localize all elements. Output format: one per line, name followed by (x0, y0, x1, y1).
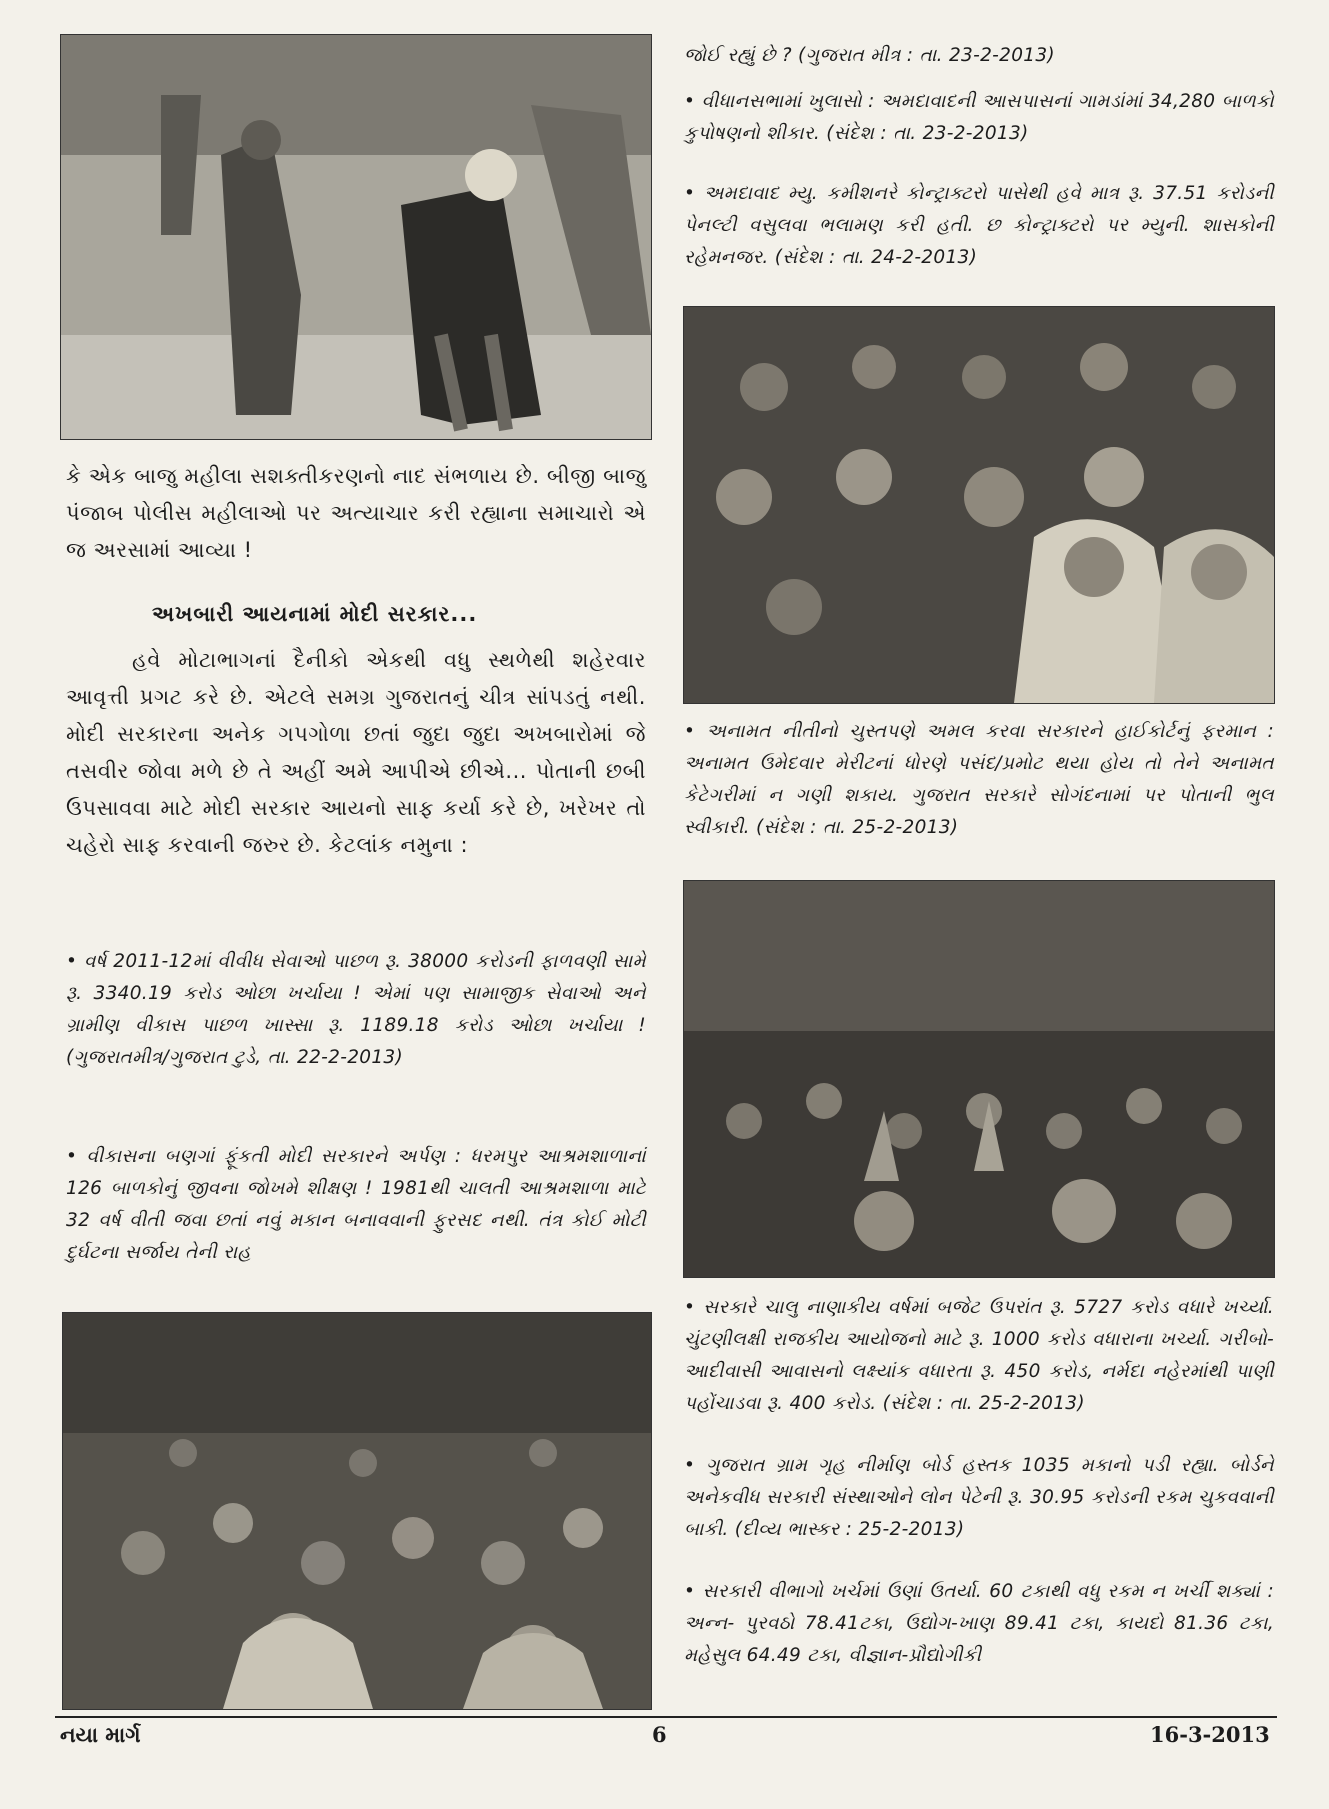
top-continuation-line: જોઈ રહ્યું છે ? (ગુજરાત મીત્ર : તા. 23-2-2013) (684, 45, 1055, 66)
intro-paragraph: કે એક બાજુ મહીલા સશક્તીકરણનો નાદ સંભળાય છે. બીજી બાજુ પંજાબ પોલીસ મહીલાઓ પર અત્યાચાર કરી રહ્યાના સમાચારો એ જ અરસામાં આવ્યા ! (66, 464, 646, 562)
photo-women-walking (60, 34, 652, 440)
footer-date: 16-3-2013 (1150, 1722, 1270, 1747)
right-news-item-2: • અમદાવાદ મ્યુ. કમીશનરે કોન્ટ્રાક્ટરો પાસેથી હવે માત્ર રૂ. 37.51 કરોડની પેનલ્ટી વસુલવા ભલામણ કરી હતી. છ કોન્ટ્રાક્ટરો પર મ્યુની. શાસકોની રહેમનજર. (સંદેશ : તા. 24-2-2013) (684, 183, 1274, 268)
right-news-item-6: • સરકારી વીભાગો ખર્ચમાં ઉણાં ઉતર્યા. 60 ટકાથી વધુ રકમ ન ખર્ચી શક્યાં : અન્ન- પુરવઠો 78.41ટકા, ઉદ્યોગ-ખાણ 89.41 ટકા, કાયદો 81.36 ટકા, મહેસુલ 64.49 ટકા, વીજ્ઞાન-પ્રૌદ્યોગીકી (684, 1581, 1274, 1666)
photo-women-audience (683, 306, 1275, 704)
left-news-item-2: • વીકાસના બણગાં ફૂંકતી મોદી સરકારને અર્પણ : ધરમપુર આશ્રમશાળાનાં 126 બાળકોનું જીવના જોખમે શીક્ષણ ! 1981થી ચાલતી આશ્રમશાળા માટે 32 વર્ષ વીતી જવા છતાં નવું મકાન બનાવવાની ફુરસદ નથી. તંત્ર કોઈ મોટી દુર્ઘટના સર્જાય તેની રાહ (66, 1146, 646, 1263)
left-news-item-1: • વર્ષ 2011-12માં વીવીધ સેવાઓ પાછળ રૂ. 38000 કરોડની ફાળવણી સામે રૂ. 3340.19 કરોડ ઓછા ખર્ચાયા ! એમાં પણ સામાજીક સેવાઓ અને ગ્રામીણ વીકાસ પાછળ ખાસ્સા રૂ. 1189.18 કરોડ ઓછા ખર્ચાયા ! (ગુજરાતમીત્ર/ગુજરાત ટુડે, તા. 22-2-2013) (66, 951, 646, 1068)
section-heading: અખબારી આયનામાં મોદી સરકાર... (152, 602, 478, 626)
right-news-item-3: • અનામત નીતીનો ચુસ્તપણે અમલ કરવા સરકારને હાઈકોર્ટનું ફરમાન : અનામત ઉમેદવાર મેરીટનાં ધોરણે પસંદ/પ્રમોટ થયા હોય તો તેને અનામત કેટેગરીમાં ન ગણી શકાય. ગુજરાત સરકારે સોગંદનામાં પર પોતાની ભુલ સ્વીકારી. (સંદેશ : તા. 25-2-2013) (684, 721, 1274, 838)
footer-publication: નયા માર્ગ (60, 1722, 141, 1747)
footer-divider (55, 1716, 1277, 1718)
right-news-item-1: • વીધાનસભામાં ખુલાસો : અમદાવાદની આસપાસનાં ગામડાંમાં 34,280 બાળકો કુપોષણનો શીકાર. (સંદેશ : તા. 23-2-2013) (684, 91, 1274, 144)
right-news-item-4: • સરકારે ચાલુ નાણાકીય વર્ષમાં બજેટ ઉપરાંત રૂ. 5727 કરોડ વધારે ખર્ચ્યા. ચુંટણીલક્ષી રાજકીય આયોજનો માટે રૂ. 1000 કરોડ વધારાના ખર્ચ્યા. ગરીબો-આદીવાસી આવાસનો લક્ષ્યાંક વધારતા રૂ. 450 કરોડ, નર્મદા નહેરમાંથી પાણી પહોંચાડવા રૂ. 400 કરોડ. (સંદેશ : તા. 25-2-2013) (684, 1297, 1274, 1414)
photo-rally-crowd (683, 880, 1275, 1278)
right-news-item-5: • ગુજરાત ગ્રામ ગૃહ નીર્માણ બોર્ડ હસ્તક 1035 મકાનો પડી રહ્યા. બોર્ડને અનેકવીધ સરકારી સંસ્થાઓને લોન પેટેની રૂ. 30.95 કરોડની રકમ ચુકવવાની બાકી. (દીવ્ય ભાસ્કર : 25-2-2013) (684, 1455, 1274, 1540)
footer-page-number: 6 (652, 1722, 667, 1747)
photo-seated-crowd (62, 1312, 652, 1710)
section-body: હવે મોટાભાગનાં દૈનીકો એકથી વધુ સ્થળેથી શહેરવાર આવૃત્તી પ્રગટ કરે છે. એટલે સમગ્ર ગુજરાતનું ચીત્ર સાંપડતું નથી. મોદી સરકારના અનેક ગપગોળા છતાં જુદા જુદા અખબારોમાં જે તસવીર જોવા મળે છે તે અહીં અમે આપીએ છીએ... પોતાની છબી ઉપસાવવા માટે મોદી સરકાર આયનો સાફ કર્યા કરે છે, ખરેખર તો ચહેરો સાફ કરવાની જરુર છે. કેટલાંક નમુના : (66, 648, 646, 857)
